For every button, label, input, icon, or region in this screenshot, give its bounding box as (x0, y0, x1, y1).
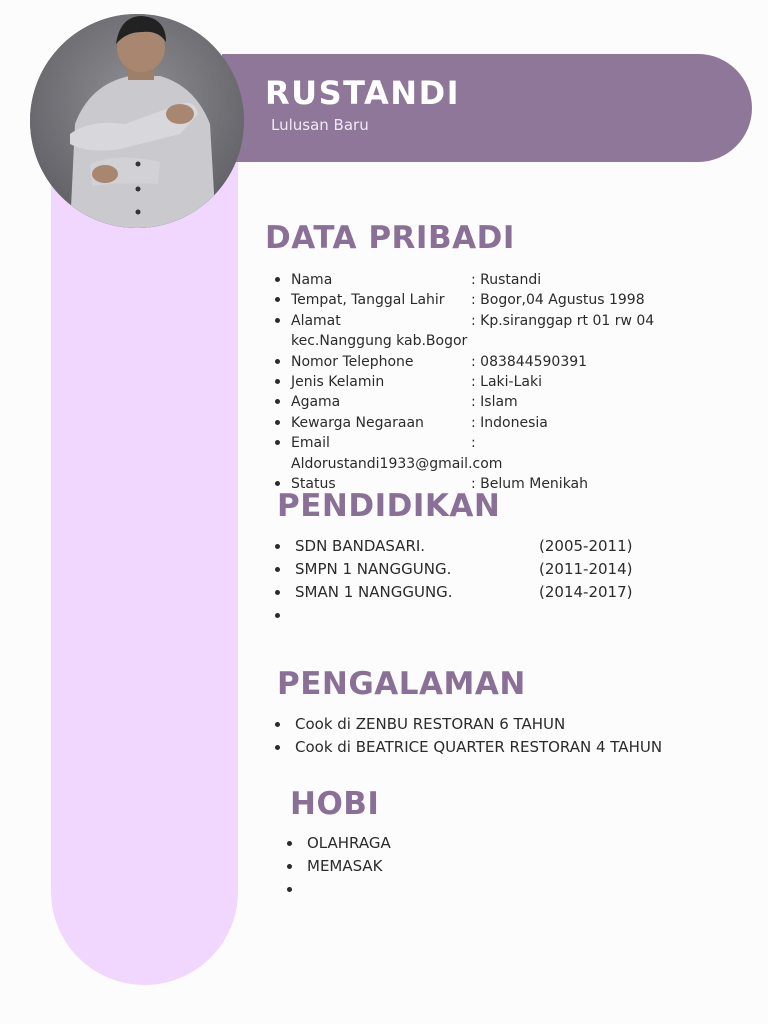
personal-value-continued: kec.Nanggung kab.Bogor (291, 333, 468, 350)
bullet-dot (275, 318, 280, 323)
candidate-role: Lulusan Baru (271, 116, 369, 134)
bullet-dot (275, 379, 280, 384)
personal-label: Jenis Kelamin (291, 374, 385, 391)
personal-item (275, 392, 685, 412)
bullet-dot (275, 277, 280, 282)
hobby-list (287, 832, 587, 901)
bullet-dot (275, 567, 280, 572)
personal-item (275, 270, 685, 290)
bullet-dot (275, 590, 280, 595)
experience-text: Cook di BEATRICE QUARTER RESTORAN 4 TAHUN (295, 738, 663, 756)
education-item (275, 581, 695, 604)
personal-item (275, 433, 685, 474)
personal-label: Alamat (291, 312, 341, 329)
personal-value: : Islam (471, 394, 518, 411)
personal-label: Status (291, 476, 336, 493)
bullet-dot (275, 722, 280, 727)
profile-photo (30, 14, 244, 228)
school-name: SMPN 1 NANGGUNG. (295, 560, 452, 578)
bullet-dot (287, 887, 292, 892)
personal-value: : Belum Menikah (471, 476, 589, 493)
personal-label: Tempat, Tanggal Lahir (291, 292, 445, 309)
personal-label: Email (291, 435, 330, 452)
bullet-dot (275, 399, 280, 404)
personal-item (275, 311, 685, 352)
school-years: (2005-2011) (539, 537, 633, 555)
sidebar-panel (51, 150, 238, 985)
personal-value: : Bogor,04 Agustus 1998 (471, 292, 645, 309)
experience-item (275, 713, 675, 736)
section-title-experience: PENGALAMAN (277, 666, 526, 702)
section-title-hobbies: HOBI (290, 786, 380, 822)
school-name: SDN BANDASARI. (295, 537, 426, 555)
personal-label: Nomor Telephone (291, 353, 414, 370)
education-item (275, 535, 695, 558)
education-list (275, 535, 695, 627)
personal-item (275, 372, 685, 392)
personal-value: : Rustandi (471, 272, 542, 288)
bullet-dot (275, 420, 280, 425)
personal-label: Kewarga Negaraan (291, 414, 424, 431)
bullet-dot (275, 440, 280, 445)
section-title-education: PENDIDIKAN (277, 488, 501, 524)
experience-text: Cook di ZENBU RESTORAN 6 TAHUN (295, 715, 566, 733)
candidate-name: RUSTANDI (265, 74, 461, 112)
school-name: SMAN 1 NANGGUNG. (295, 583, 453, 601)
experience-item (275, 736, 675, 759)
personal-label: Agama (291, 394, 341, 411)
education-item (275, 558, 695, 581)
experience-list (275, 713, 675, 759)
bullet-dot (275, 544, 280, 549)
education-item (275, 604, 695, 627)
hobby-text: OLAHRAGA (307, 834, 391, 852)
bullet-dot (275, 359, 280, 364)
personal-value: : (471, 435, 476, 452)
personal-data-list (275, 270, 685, 494)
bullet-dot (275, 613, 280, 618)
personal-value: : Laki-Laki (471, 374, 542, 391)
bullet-dot (275, 481, 280, 486)
personal-value: : 083844590391 (471, 353, 588, 370)
personal-item (275, 413, 685, 433)
personal-value: : Indonesia (471, 414, 548, 431)
school-years: (2014-2017) (539, 583, 633, 601)
personal-item (275, 352, 685, 372)
personal-value-continued: Aldorustandi1933@gmail.com (291, 455, 503, 472)
bullet-dot (275, 297, 280, 302)
school-years: (2011-2014) (539, 560, 633, 578)
personal-item (275, 290, 685, 310)
section-title-personal: DATA PRIBADI (265, 220, 515, 256)
bullet-dot (275, 745, 280, 750)
hobby-item (287, 878, 587, 901)
hobby-text: MEMASAK (307, 857, 383, 875)
hobby-item (287, 832, 587, 855)
bullet-dot (287, 864, 292, 869)
personal-value: : Kp.siranggap rt 01 rw 04 (471, 312, 655, 329)
personal-label: Nama (291, 272, 333, 288)
bullet-dot (287, 841, 292, 846)
hobby-item (287, 855, 587, 878)
